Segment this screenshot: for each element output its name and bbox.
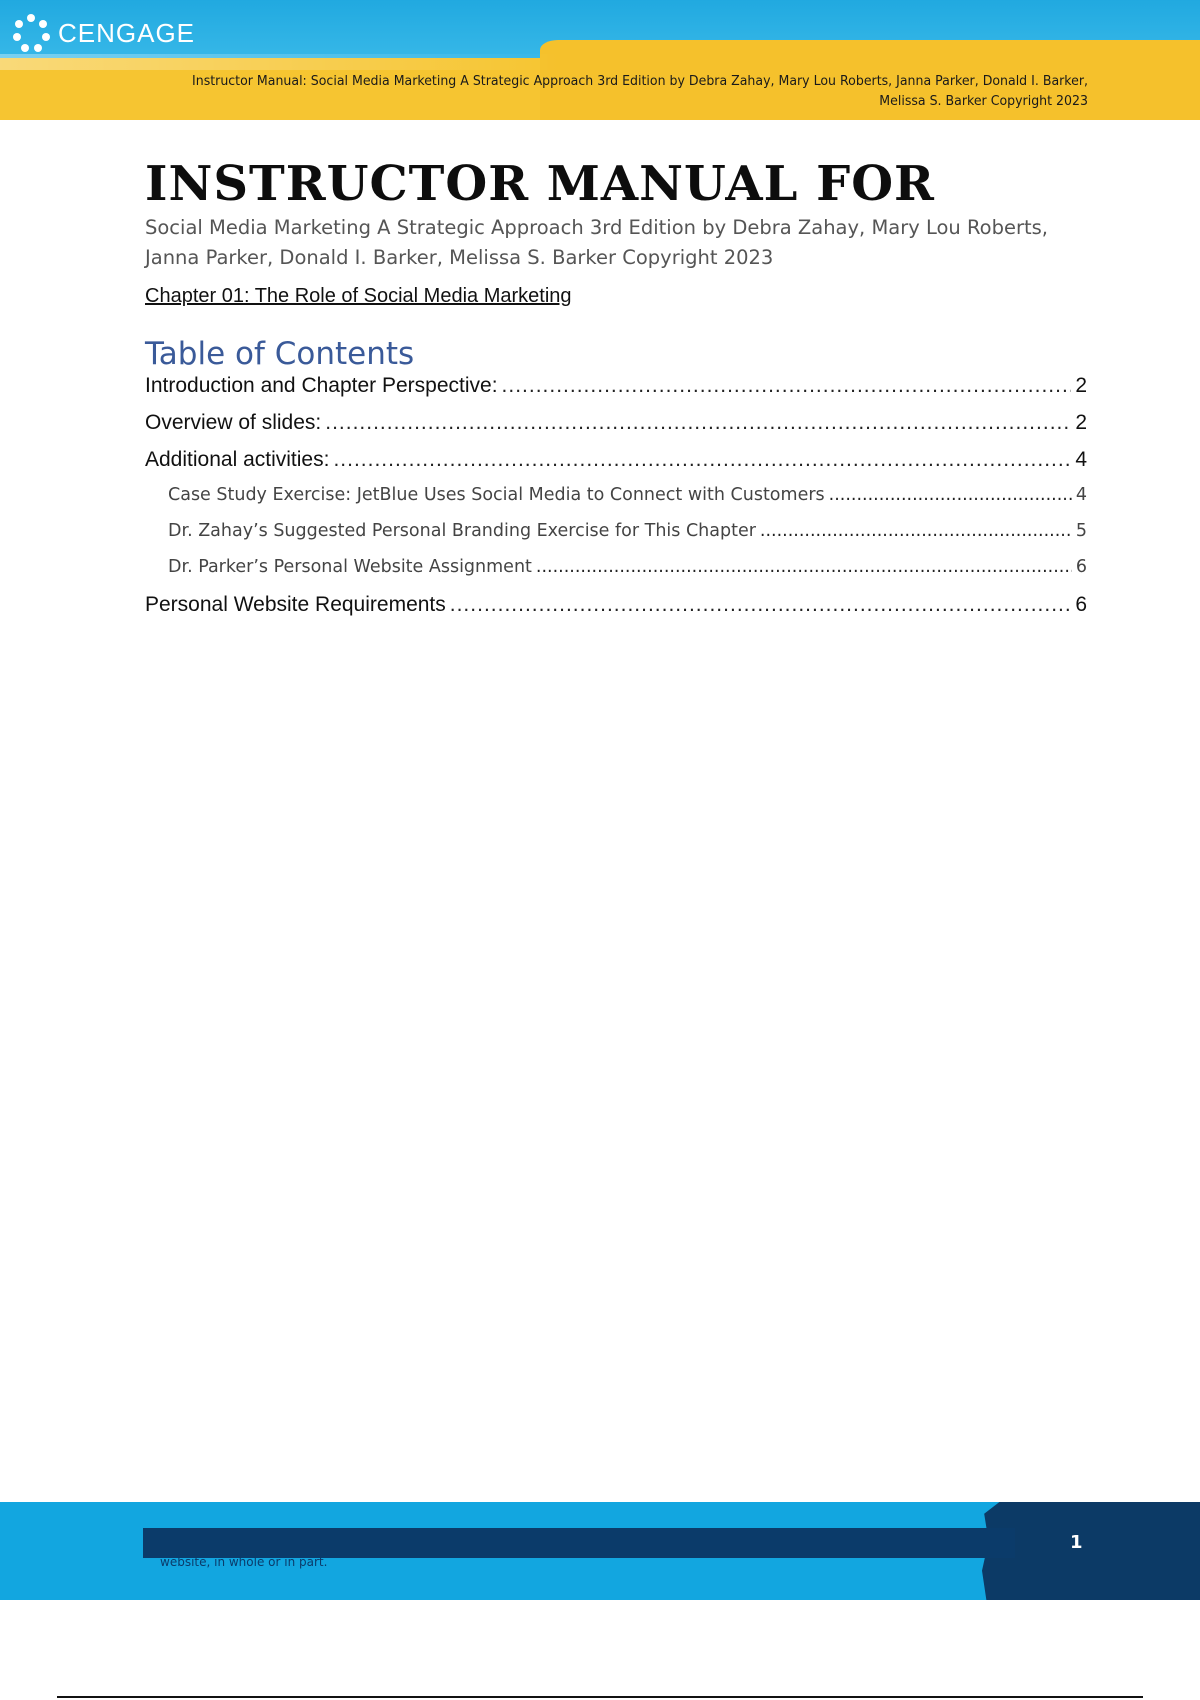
cengage-logo bbox=[12, 14, 195, 52]
toc-entry[interactable] bbox=[145, 521, 1087, 557]
toc-heading: Table of Contents bbox=[145, 336, 415, 372]
toc-entry[interactable] bbox=[145, 485, 1087, 521]
page-number: 1 bbox=[1070, 1532, 1083, 1553]
toc-entry-page: 5 bbox=[1075, 521, 1087, 541]
toc-entry-label: Dr. Zahay’s Suggested Personal Branding Exercise for This Chapter bbox=[168, 521, 756, 541]
toc-dot-leader bbox=[502, 374, 1072, 398]
toc-dot-leader bbox=[760, 521, 1072, 541]
header-caption: Instructor Manual: Social Media Marketing A Strategic Approach 3rd Edition by Debra Zahay, Mary Lou Roberts, Janna Parker, Donald I. Barker, Melissa S. Barker Copyright 2023 bbox=[192, 73, 1088, 109]
document-title: INSTRUCTOR MANUAL FOR bbox=[145, 156, 935, 212]
footer-small-text: website, in whole or in part. bbox=[160, 1555, 328, 1569]
toc-entry-label: Dr. Parker’s Personal Website Assignment bbox=[168, 557, 532, 577]
toc-entry[interactable] bbox=[145, 411, 1087, 448]
toc-entry-label: Overview of slides: bbox=[145, 411, 322, 434]
toc-entry-page: 6 bbox=[1075, 557, 1087, 577]
cengage-logo-icon bbox=[12, 14, 50, 52]
toc-entry-page: 4 bbox=[1075, 448, 1087, 471]
toc-entry-page: 2 bbox=[1075, 374, 1087, 397]
toc-entry[interactable] bbox=[145, 374, 1087, 411]
logo-text: CENGAGE bbox=[58, 17, 196, 48]
toc-entry-label: Additional activities: bbox=[145, 448, 330, 471]
toc-entry[interactable] bbox=[145, 557, 1087, 593]
toc-entry[interactable] bbox=[145, 593, 1087, 630]
table-of-contents bbox=[145, 374, 1087, 630]
toc-entry[interactable] bbox=[145, 448, 1087, 485]
toc-entry-label: Personal Website Requirements bbox=[145, 593, 446, 616]
header-brush-streak bbox=[0, 54, 560, 70]
toc-entry-page: 6 bbox=[1075, 593, 1087, 616]
toc-entry-label: Case Study Exercise: JetBlue Uses Social Media to Connect with Customers bbox=[168, 485, 825, 505]
bottom-divider bbox=[57, 1696, 1143, 1698]
header-banner bbox=[0, 0, 1200, 120]
toc-dot-leader bbox=[536, 557, 1072, 577]
footer-bar bbox=[143, 1528, 1015, 1558]
page-content bbox=[145, 155, 1087, 630]
toc-dot-leader bbox=[829, 485, 1072, 505]
toc-dot-leader bbox=[325, 411, 1071, 435]
toc-entry-label: Introduction and Chapter Perspective: bbox=[145, 374, 498, 397]
footer-banner bbox=[0, 1502, 1200, 1600]
toc-entry-page: 4 bbox=[1075, 485, 1087, 505]
toc-dot-leader bbox=[333, 448, 1071, 472]
document-subtitle: Social Media Marketing A Strategic Approach 3rd Edition by Debra Zahay, Mary Lou Roberts, Janna Parker, Donald I. Barker, Melissa S. Barker Copyright 2023 bbox=[145, 216, 1048, 269]
toc-entry-page: 2 bbox=[1075, 411, 1087, 434]
chapter-title: Chapter 01: The Role of Social Media Marketing bbox=[145, 285, 572, 307]
toc-dot-leader bbox=[450, 593, 1072, 617]
